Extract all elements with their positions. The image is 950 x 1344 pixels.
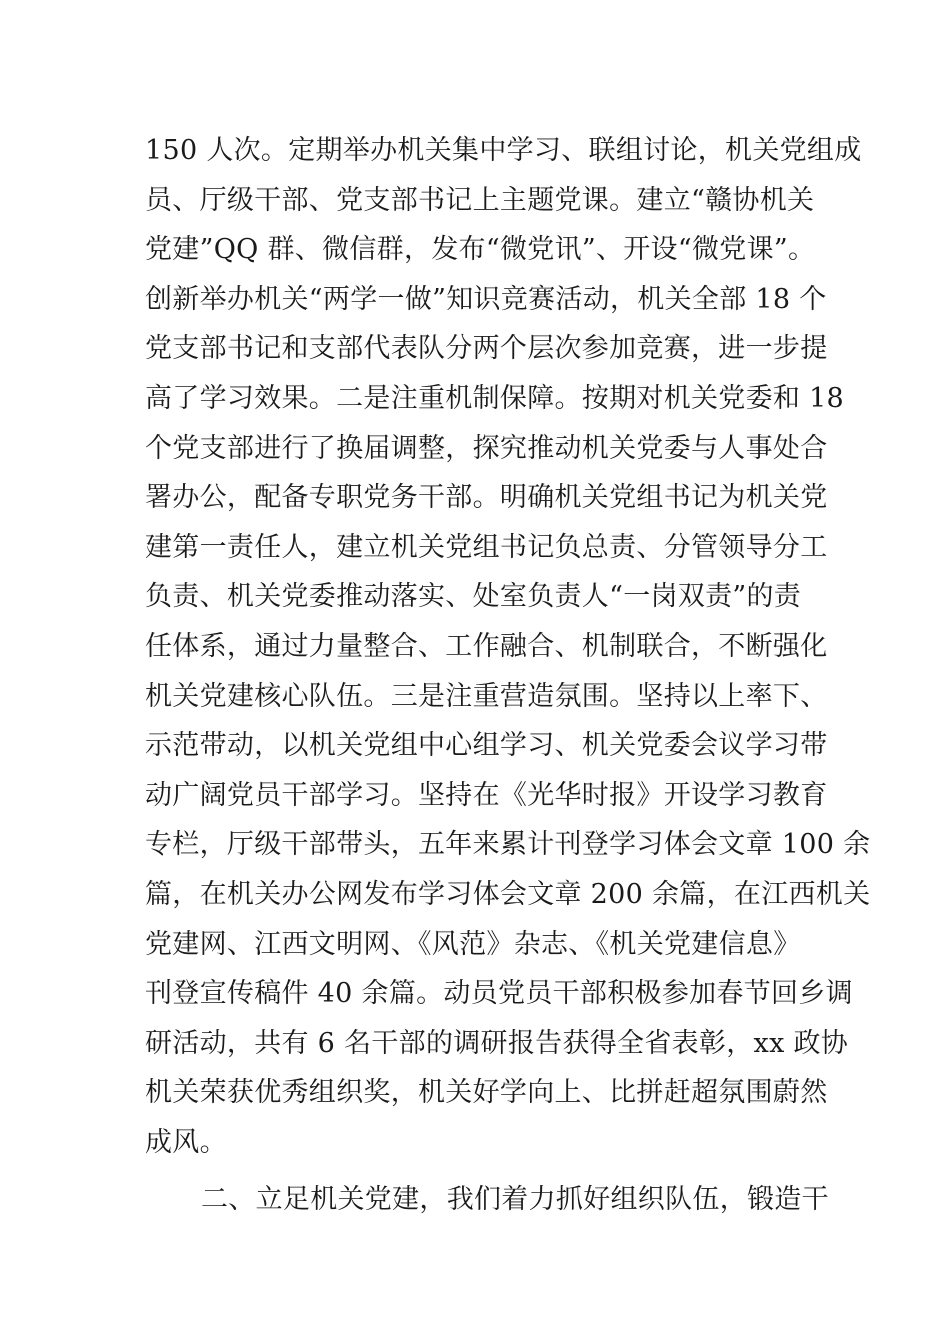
text-line: 刊登宣传稿件 40 余篇。动员党员干部积极参加春节回乡调 [145, 978, 853, 1010]
text-line: 150 人次。定期举办机关集中学习、联组讨论，机关党组成 [145, 135, 862, 166]
paragraph-1 [145, 126, 871, 1167]
text-line: 员、厅级干部、党支部书记上主题党课。建立“赣协机关 [145, 184, 815, 216]
text-line: 建第一责任人，建立机关党组书记负总责、分管领导分工 [145, 531, 828, 563]
text-line: 党支部书记和支部代表队分两个层次参加竞赛，进一步提 [145, 333, 828, 365]
text-line: 动广阔党员干部学习。坚持在《光华时报》开设学习教育 [145, 779, 828, 811]
text-line: 署办公，配备专职党务干部。明确机关党组书记为机关党 [145, 482, 828, 514]
text-line: 任体系，通过力量整合、工作融合、机制联合，不断强化 [145, 630, 828, 662]
text-line: 个党支部进行了换届调整，探究推动机关党委与人事处合 [145, 432, 828, 464]
text-line: 党建网、江西文明网、《风范》杂志、《机关党建信息》 [145, 928, 801, 960]
text-line: 篇，在机关办公网发布学习体会文章 200 余篇，在江西机关 [145, 878, 871, 910]
text-line: 负责、机关党委推动落实、处室负责人“一岗双责”的责 [145, 581, 802, 613]
text-line: 研活动，共有 6 名干部的调研报告获得全省表彰，xx 政协 [145, 1027, 849, 1059]
text-line: 机关党建核心队伍。三是注重营造氛围。坚持以上率下、 [145, 680, 828, 712]
text-line: 创新举办机关“两学一做”知识竞赛活动，机关全部 18 个 [145, 283, 827, 315]
document-body [145, 126, 871, 1225]
text-line: 党建”QQ 群、微信群，发布“微党讯”、开设“微党课”。 [145, 234, 816, 266]
text-line: 示范带动，以机关党组中心组学习、机关党委会议学习带 [145, 730, 828, 762]
text-line: 成风。 [145, 1126, 227, 1158]
text-line: 二、立足机关党建，我们着力抓好组织队伍，锻造干 [201, 1184, 829, 1216]
text-line: 高了学习效果。二是注重机制保障。按期对机关党委和 18 [145, 382, 845, 414]
text-line: 机关荣获优秀组织奖，机关好学向上、比拼赶超氛围蔚然 [145, 1077, 828, 1109]
text-line: 专栏，厅级干部带头，五年来累计刊登学习体会文章 100 余 [145, 829, 871, 861]
paragraph-2 [145, 1175, 835, 1225]
